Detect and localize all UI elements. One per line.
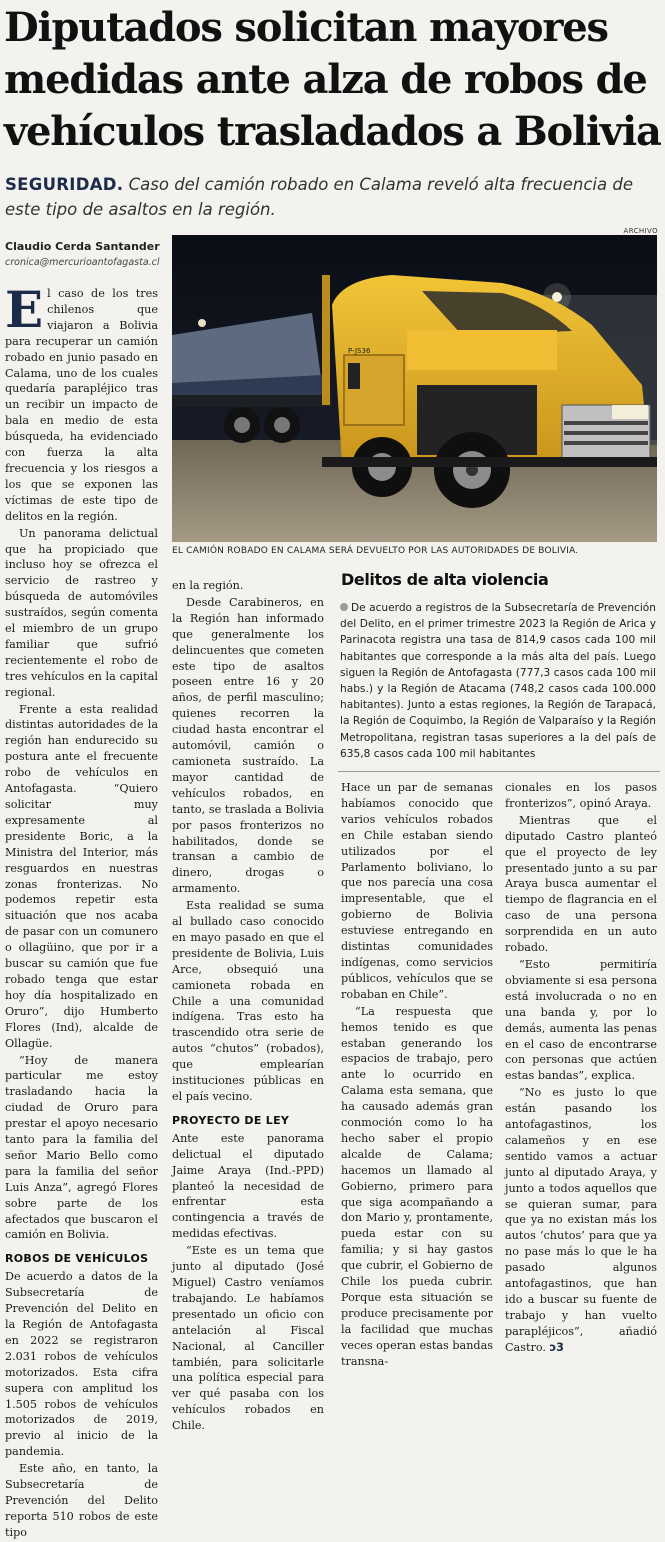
paragraph: “Esto permitiría obviamente si esa persona está involucrada o no en una banda y, por lo demás, aumenta las penas en el caso de encontrarse con personas que actúen estas bandas”, explica. (505, 957, 657, 1083)
headline-line-2: medidas ante alza de robos de (4, 56, 647, 103)
paragraph: cionales en los pasos fronterizos”, opinó Araya. (505, 781, 657, 810)
paragraph: Un panorama delictual que ha propiciado que incluso hoy se ofrezca el servicio de rastreo y búsqueda de automóviles sustraídos, según comenta el miembro de un grupo familiar que sufrió recientemente el robo de tres vehículos en la capital regional. (5, 526, 158, 699)
paragraph: Mientras que el diputado Castro planteó que el proyecto de ley presentado junto a su par Araya busca aumentar el tiempo de flagrancia en el caso de una persona sorprendida en un auto robado. (505, 813, 657, 955)
truck-illustration (172, 235, 657, 542)
bullet-dot-icon (340, 603, 348, 611)
article-column-1 (5, 280, 158, 1542)
deck (5, 172, 660, 222)
paragraph: De acuerdo a datos de la Subsecretaría de Prevención del Delito en la Región de Antofagasta en 2022 se registraron 2.031 robos de vehículos motorizados. Esta cifra supera con amplitud los 1.505 robos de vehículos motorizados de 2019, previo al inicio de la pandemia. (5, 1270, 158, 1459)
paragraph-text: “No es justo lo que están pasando los antofagastinos, los calameños y en ese sentido vamos a actuar junto al diputado Araya, y junto a todos aquellos que se quieran sumar, para que ya no existan más los autos ‘chutos’ para que ya no pase más lo que le ha pasado algunos antofagastinos, que han ido a buscar su fuente de trabajo y han vuelto parapléjicos”, añadió Castro. (505, 1086, 657, 1354)
box-text (338, 600, 660, 762)
paragraph-text: l caso de los tres chilenos que viajaron a Bolivia para recuperar un camión robado en junio pasado en Calama, uno de los cuales quedaría parapléjico tras un recibir un impacto de bala en medio de esta búsqueda, ha evidenciado con fuerza la alta frecuencia y los riesgos a los que se exponen las víctimas de este tipo de delitos en la región. (5, 287, 158, 523)
article-column-4 (505, 780, 657, 1357)
headline (4, 2, 662, 158)
headline-line-1: Diputados solicitan mayores (4, 4, 608, 51)
paragraph (505, 1085, 657, 1355)
subheading: PROYECTO DE LEY (172, 1113, 290, 1127)
paragraph: Desde Carabineros, en la Región han informado que generalmente los delincuentes que cometen este tipo de asaltos poseen entre 16 y 20 años, de perfil masculino; quienes recorren la ciudad hasta encontrar el automóvil, camión o camioneta sustraído. La mayor cantidad de vehículos robados, en tanto, se traslada a Bolivia por pasos fronterizos no habilitados, donde se transan a cambio de dinero, drogas o armamento. (172, 595, 324, 896)
author-name: Claudio Cerda Santander (5, 240, 160, 253)
truck-plate: P-JS36 (348, 347, 371, 355)
box-text-content: De acuerdo a registros de la Subsecretaría de Prevención del Delito, en el primer trimestre 2023 la Región de Arica y Parinacota registra una tasa de 814,9 casos cada 100 mil habitantes que corresponde a la más alta del país. Luego siguen la Región de Antofagasta (777,3 casos cada 100 mil habs.) y la Región de Atacama (748,2 casos cada 100.000 habitantes). Junto a estas regiones, la Región de Tarapacá, la Región de Coquimbo, la Región de Valparaíso y la Región Metropolitana, registran tasas superiores a la del país de 635,8 casos cada 100 mil habitantes (340, 602, 656, 760)
headline-line-3: vehículos trasladados a Bolivia (4, 108, 661, 155)
photo-caption: EL CAMIÓN ROBADO EN CALAMA SERÁ DEVUELTO POR LAS AUTORIDADES DE BOLIVIA. (172, 546, 579, 556)
paragraph: Ante este panorama delictual el diputado Jaime Araya (Ind.-PPD) planteó la necesidad de enfrentar esta contingencia a través de medidas efectivas. (172, 1131, 324, 1241)
drop-cap: E (5, 280, 44, 339)
sidebar-box (338, 570, 660, 772)
photo-credit: ARCHIVO (623, 227, 658, 235)
truck-photo (172, 235, 657, 542)
paragraph: Frente a esta realidad distintas autoridades de la región han endurecido su postura ante el frecuente robo de vehículos en Antofagasta. “Quiero solicitar muy expresamente al presidente Boric, a la Ministra del Interior, más resguardos en nuestras zonas fronterizas. No podemos repetir esta situación que nos acaba de pasar con un comunero o ollagüino, que por ir a buscar su camión que fue robado tenga que estar hoy día hospitalizado en Oruro”, dijo Humberto Flores (Ind), alcalde de Ollagüe. (5, 702, 158, 1050)
paragraph: Este año, en tanto, la Subsecretaría de Prevención del Delito reporta 510 robos de este tipo (5, 1462, 158, 1539)
article-column-2 (172, 578, 324, 1435)
paragraph: “Este es un tema que junto al diputado (José Miguel) Castro veníamos trabajando. Le habíamos presentado un oficio con antelación al Fiscal Nacional, al Canciller también, para solicitarle una política especial para ver qué pasaba con los vehículos robados en Chile. (172, 1244, 324, 1433)
deck-text: Caso del camión robado en Calama reveló alta frecuencia de este tipo de asaltos en la región. (5, 175, 633, 219)
paragraph: Hace un par de semanas habíamos conocido que varios vehículos robados en Chile estaban siendo utilizados por el Parlamento boliviano, lo que nos parecía una cosa impresentable, que el gobierno de Bolivia estuviese entregando en distintas comunidades indígenas, como servicios públicos, vehículos que se robaban en Chile”. (341, 781, 493, 1001)
end-mark-icon: ↄ3 (549, 1340, 564, 1354)
paragraph: Esta realidad se suma al bullado caso conocido en mayo pasado en que el presidente de Bolivia, Luis Arce, obsequió una camioneta robada en Chile a una comunidad indígena. Tras esto ha trascendido otra serie de autos “chutos” (robados), que emplearían instituciones públicas en el país vecino. (172, 899, 324, 1103)
box-title: Delitos de alta violencia (341, 570, 549, 589)
article-column-3 (341, 780, 493, 1371)
paragraph (5, 280, 158, 525)
author-email: cronica@mercurioantofagasta.cl (5, 257, 160, 268)
subheading: ROBOS DE VEHÍCULOS (5, 1252, 149, 1266)
byline (5, 240, 170, 268)
paragraph: “La respuesta que hemos tenido es que estaban generando los espacios de trabajo, pero ante lo ocurrido en Calama esta semana, que ha causado además gran conmoción como lo ha hecho saber el propio alcalde de Calama; hacemos un llamado al Gobierno, primero para que siga acompañando a don Mario y, prontamente, pueda estar con su familia; y si hay gastos que cubrir, el Gobierno de Chile los pueda cubrir. Porque esta situación se produce precisamente por la facilidad que muchas veces operan estas bandas transna- (341, 1004, 493, 1368)
paragraph: “Hoy de manera particular me estoy trasladando hacia la ciudad de Oruro para prestar el apoyo necesario tanto para la familia del señor Mario Bello como para la familia del señor Luis Anza”, agregó Flores sobre parte de los afectados que buscaron el camión en Bolivia. (5, 1053, 158, 1242)
paragraph: en la región. (172, 579, 244, 592)
section-label: SEGURIDAD. (5, 175, 124, 194)
